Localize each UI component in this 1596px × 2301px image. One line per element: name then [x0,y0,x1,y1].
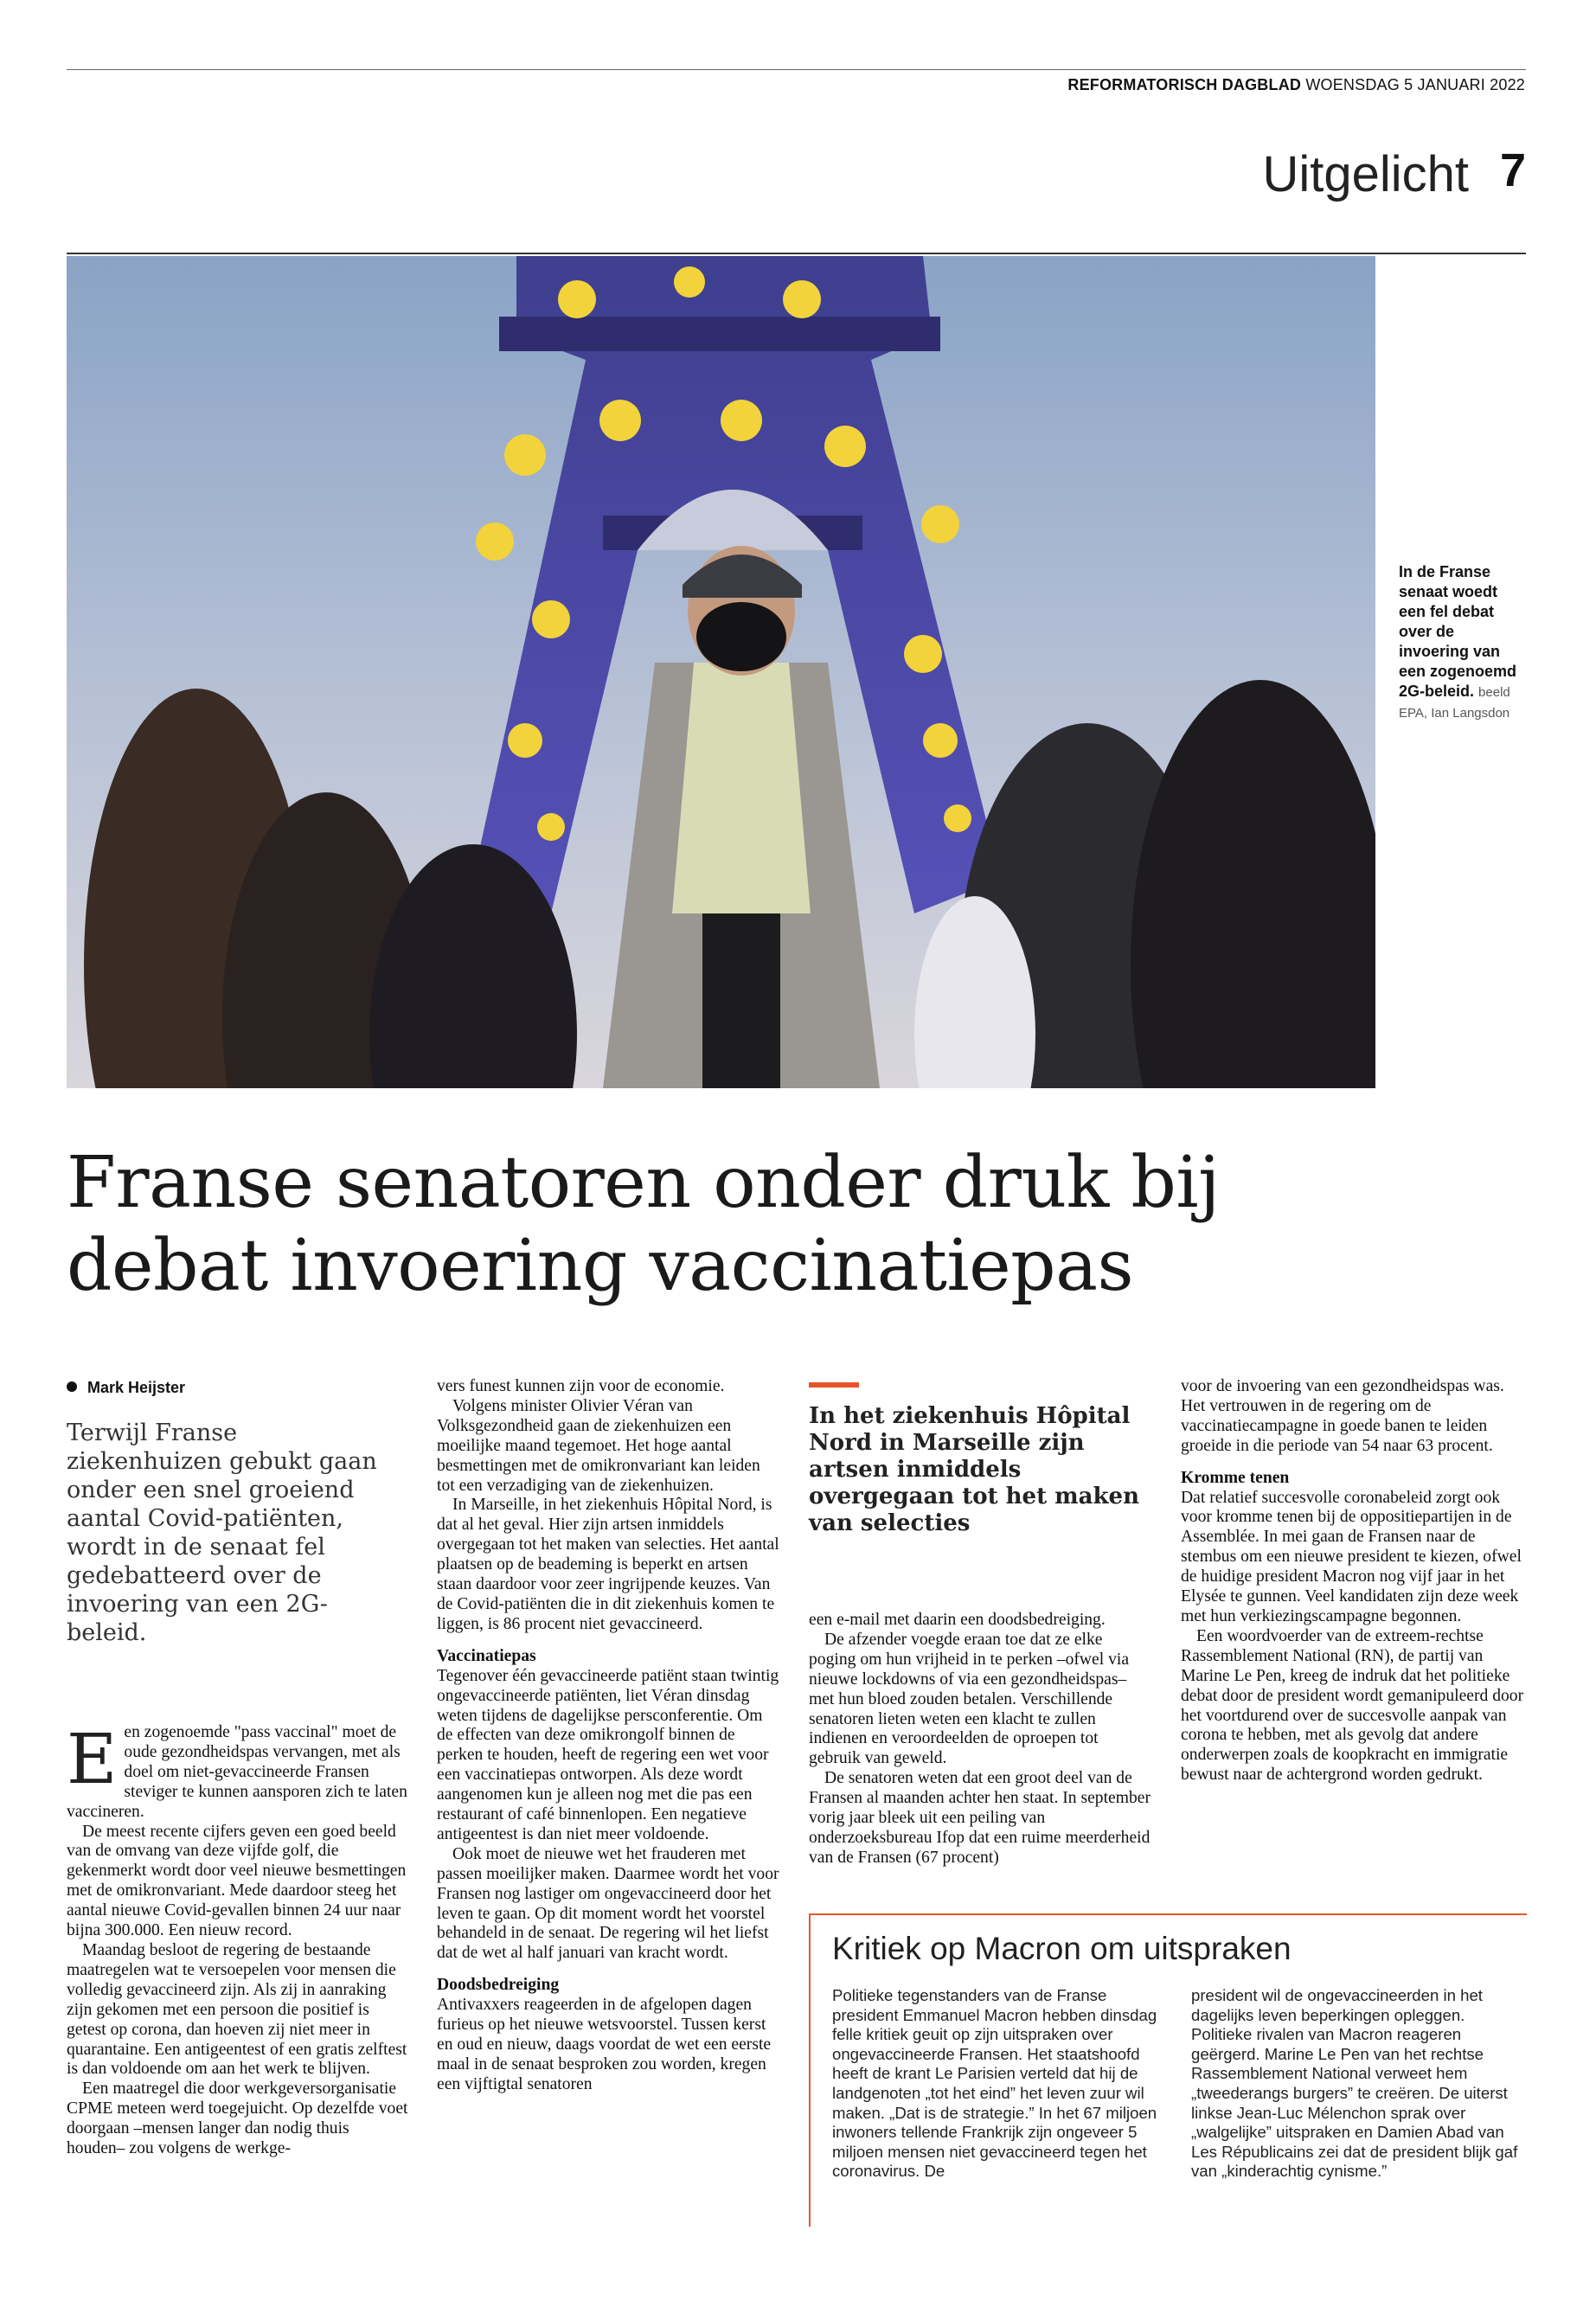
section-rule [67,253,1526,254]
subheading-doodsbedreiging: Doodsbedreiging [437,1976,560,1995]
paragraph: vers funest kunnen zijn voor de economie. [437,1377,725,1395]
sidebar-column-1 [832,1986,1163,2182]
paragraph: voor de invoering van een gezondheidspas was. Het vertrouwen in de regering om de vaccinatiecampagne in goede banen te leiden groeide in die periode van 54 naar 63 procent. [1181,1377,1504,1455]
photo-credit: beeld EPA, Ian Langsdon [1399,685,1510,721]
paragraph: en zogenoemde "pass vaccinal" moet de oude gezondheidspas vervangen, met als doel om niet-gevaccineerde Fransen steviger te kunnen aansporen zich te laten vaccineren. [67,1723,407,1821]
author-name: Mark Heijster [87,1379,186,1396]
paragraph: Een woordvoerder van de extreem-rechtse Rassemblement National (RN), de partij van Marine Le Pen, kreeg de indruk dat het politieke debat door de president wordt gemanipuleerd door het voortdurend over de succesvolle aanpak van corona te hebben, met als gevolg dat andere onderwerpen zoals de koopkracht en immigratie bewust naar de achtergrond worden gedrukt. [1181,1626,1524,1785]
paragraph: Antivaxxers reageerden in de afgelopen dagen furieus op het nieuwe wetsvoorstel. Tussen kerst en oud en nieuw, daags voordat de wet een eerste maal in de senaat besproken zou worden, kregen een vijftigtal senatoren [437,1996,772,2093]
body-column-1 [67,1719,409,2159]
issue-date: WOENSDAG 5 JANUARI 2022 [1305,76,1525,93]
headline-line-2: debat invoering vaccinatiepas [67,1225,1134,1307]
paper-name: REFORMATORISCH DAGBLAD [1067,76,1302,93]
paragraph: In Marseille, in het ziekenhuis Hôpital Nord, is dat al het geval. Hier zijn artsen inmiddels overgegaan tot het maken van selecties. Het aantal plaatsen op de beademing is beperkt en artsen staan daardoor voor zeer ingrijpende keuzes. Van de Covid-patiënten die in dit ziekenhuis komen te liggen, is 86 procent niet gevaccineerd. [437,1496,779,1633]
photo-caption [1399,562,1529,723]
top-rule [67,69,1526,70]
body-column-3 [809,1611,1151,1868]
sidebar-text: Politieke tegenstanders van de Franse president Emmanuel Macron hebben dinsdag felle kritiek geuit op zijn uitspraken over ongevaccineerde Fransen. Het staatshoofd heeft de krant Le Parisien verteld dat hij de landgenoten „tot het eind” het leven zuur wil maken. „Dat is de strategie.” In het 67 miljoen inwoners tellende Frankrijk zijn ongeveer 5 miljoen mensen niet gevaccineerd tegen het coronavirus. De [832,1986,1157,2181]
headline-line-1: Franse senatoren onder druk bij [67,1142,1221,1224]
paragraph: Ook moet de nieuwe wet het frauderen met passen moeilijker maken. Daarmee wordt het voor Fransen nog lastiger om ongevaccineerd door het leven te gaan. Op dit moment wordt het voorstel behandeld in de senaat. De regering wil het liefst dat de wet al half januari van kracht wordt. [437,1844,779,1963]
sidebar-title: Kritiek op Macron om uitspraken [832,1931,1292,1966]
paragraph: Tegenover één gevaccineerde patiënt staan twintig ongevaccineerde patiënten, liet Véran dinsdag weten tijdens de dagelijkse persconferentie. Om de effecten van deze omikrongolf binnen de perken te houden, heeft de regering een wet voor een vaccinatiepas ontworpen. Als deze wordt aangenomen kun je alleen nog met die pas een restaurant of café binnenlopen. Een negatieve antigeentest is dan niet meer voldoende. [437,1666,779,1843]
page-number: 7 [1499,144,1526,196]
drop-cap: E [67,1719,118,1799]
byline [67,1379,413,1397]
intro: Terwijl Franse ziekenhuizen gebukt gaan onder een snel groeiend aantal Covid-patiënten, wordt in de senaat fel gedebatteerd over de invoering van een 2G-beleid. [67,1420,377,1646]
section-title: Uitgelicht [1262,146,1469,202]
subheading-kromme-tenen: Kromme tenen [1181,1468,1290,1487]
quote-accent [809,1382,859,1388]
caption-text: In de Franse senaat woedt een fel debat over de invoering van een zogenoemd 2G-beleid. [1399,563,1517,700]
paragraph: Maandag besloot de regering de bestaande maatregelen wat te versoepelen voor mensen die volledig gevaccineerd zijn. Als zij in aanraking zijn gekomen met een persoon die positief is getest op corona, dan hoeven zij niet meer in quarantaine. Een antigeentest of een gratis zelftest is dan voldoende om aan het werk te blijven. [67,1940,407,2079]
headline [67,1142,1364,1308]
paragraph: Een maatregel die door werkgeversorganisatie CPME meteen werd toegejuicht. Op dezelfde voet doorgaan –mensen langer dan nodig thuis houden– zou volgens de werkge- [67,2080,408,2158]
sidebar-text: president wil de ongevaccineerden in het dagelijks leven beperkingen opleggen. Politieke rivalen van Macron reageren geërgerd. Marine Le Pen van het rechtse Rassemblement National verweet hem „tweederangs burgers” te creëren. De uiterst linkse Jean-Luc Mélenchon sprak over „walgelijke” uitspraken en Damien Abad van Les Républicains zei dat de president blijk gaf van „kinderachtig cynisme.” [1191,1986,1518,2181]
subheading-vaccinatiepas: Vaccinatiepas [437,1646,536,1665]
paragraph: De meest recente cijfers geven een goed beeld van de omvang van deze vijfde golf, die gekenmerkt wordt door veel nieuwe besmettingen met de omikronvariant. Mede daardoor steeg het aantal nieuwe Covid-gevallen binnen 24 uur naar bijna 300.000. Een nieuw record. [67,1822,407,1940]
body-column-2 [437,1377,779,2095]
paragraph: Dat relatief succesvolle coronabeleid zorgt ook voor kromme tenen bij de oppositiepartijen in de Assemblée. In mei gaan de Fransen naar de stembus om een nieuwe president te kiezen, ofwel de huidige president Macron nog vijf jaar in het Elysée te gunnen. Veel kandidaten zijn deze week met hun verkiezingscampagne begonnen. [1181,1488,1522,1625]
paragraph: De senatoren weten dat een groot deel van de Fransen al maanden achter hen staat. In september vorig jaar bleek uit een peiling van onderzoeksbureau Ifop dat een ruime meerderheid van de Fransen (67 procent) [809,1769,1151,1867]
bullet-icon [67,1381,77,1392]
paragraph: Volgens minister Olivier Véran van Volksgezondheid gaan de ziekenhuizen een moeilijke maand tegemoet. Het hoge aantal besmettingen met de omikronvariant kan leiden tot een verzadiging van de ziekenhuizen. [437,1396,760,1495]
pull-quote: In het ziekenhuis Hôpital Nord in Marseille zijn artsen inmiddels overgegaan tot het maken van selecties [809,1403,1139,1536]
paragraph: een e-mail met daarin een doodsbedreiging. [809,1611,1106,1629]
masthead [952,76,1525,94]
sidebar-column-2 [1191,1986,1527,2182]
body-column-4 [1181,1377,1527,1785]
lead-photo [67,256,1375,1088]
paragraph: De afzender voegde eraan toe dat ze elke poging om hun vrijheid in te perken –ofwel via nieuwe lockdowns of via een gezondheidspas– met hun bloed zouden betalen. Verschillende senatoren lieten weten een klacht te zullen indienen en veroordeelden de oproepen tot gebruik van geweld. [809,1630,1130,1768]
